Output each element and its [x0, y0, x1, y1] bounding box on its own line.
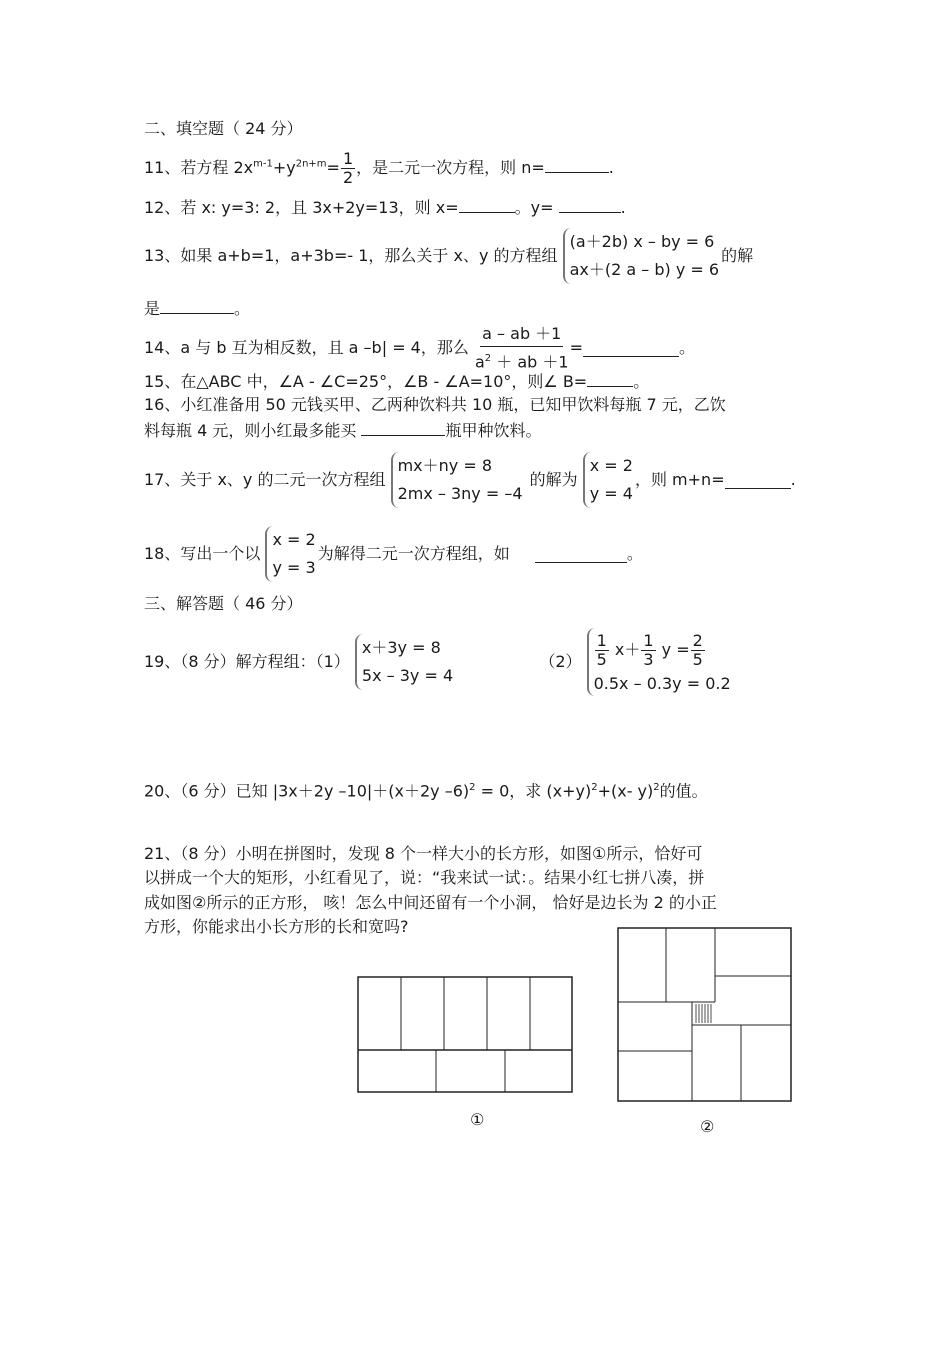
question-14: 14、a 与 b 互为相反数，且 a –b| = 4，那么 $\frac{a - ab +1}{a^2 + ab +1}$ = 。 — [144, 324, 695, 372]
figure-2-caption: ② — [700, 1117, 715, 1136]
question-11: 11、若方程 $2x^{m-1}+y^{2n+m}=$ $\frac{1}{2}$ ，是二元一次方程，则 n= . — [144, 149, 614, 187]
center-hole — [696, 1004, 711, 1023]
question-13: 13、如果 a+b=1，a+3b=- 1，那么关于 x、y 的方程组 (a＋2b) x – by = 6 ax＋(2 a – b) y = 6 的解 — [144, 228, 753, 284]
question-21-line4: 方形，你能求出小长方形的长和宽吗? — [144, 917, 409, 936]
question-19: 19、（8 分）解方程组：（1） x＋3y = 8 5x – 3y = 4 （2） $\frac{1}{5}$ x＋ $\frac{1}{3}$ y = $\frac{2}{5}$ 0.5x – 0.3y = 0.2 — [144, 628, 733, 696]
question-16-line1: 16、小红准备用 50 元钱买甲、乙两种饮料共 10 瓶，已知甲饮料每瓶 7 元，乙饮 — [144, 395, 726, 414]
question-17: 17、关于 x、y 的二元一次方程组 mx＋ny = 8 2mx – 3ny = –4 的解为 x = 2 y = 4 ，则 m+n= . — [144, 452, 796, 508]
question-13-cont: 是 。 — [144, 299, 251, 318]
answer-blank[interactable] — [361, 419, 445, 436]
equation-system-1: x＋3y = 8 5x – 3y = 4 — [355, 634, 455, 690]
figure-1-caption: ① — [470, 1110, 485, 1129]
question-15: 15、在△ABC 中，∠A - ∠C=25°，∠B - ∠A=10°，则∠ B= 。 — [144, 372, 650, 391]
question-21-line1: 21、（8 分）小明在拼图时，发现 8 个一样大小的长方形，如图①所示，恰好可 — [144, 844, 703, 863]
question-21-line3: 成如图②所示的正方形， 咳！怎么中间还留有一个小洞， 恰好是边长为 2 的小正 — [144, 893, 717, 912]
equation-system: mx＋ny = 8 2mx – 3ny = –4 — [391, 452, 525, 508]
section-fill-blank: 二、填空题（ 24 分） — [144, 119, 303, 138]
answer-blank-y[interactable] — [559, 196, 621, 213]
question-16-line2: 料每瓶 4 元，则小红最多能买 瓶甲种饮料。 — [144, 421, 542, 440]
answer-blank[interactable] — [160, 297, 234, 314]
answer-blank[interactable] — [587, 370, 633, 387]
question-20: 20、（6 分）已知 |3x＋2y –10|＋(x＋2y –6)$^2$ = 0，求 $(x+y)^2+(x-$ y)$^2$的值。 — [144, 781, 708, 801]
answer-blank[interactable] — [535, 546, 627, 563]
answer-blank[interactable] — [545, 156, 609, 173]
fraction: $\frac{1}{2}$ — [342, 149, 354, 187]
figure-1 — [356, 975, 576, 1095]
figure-2 — [616, 926, 796, 1106]
question-12: 12、若 x: y=3: 2，且 3x+2y=13，则 x= 。y= . — [144, 198, 626, 217]
equation-system: (a＋2b) x – by = 6 ax＋(2 a – b) y = 6 — [563, 228, 721, 284]
section-solve: 三、解答题（ 46 分） — [144, 594, 303, 613]
equation-system-2: $\frac{1}{5}$ x＋ $\frac{1}{3}$ y = $\frac{2}{5}$ 0.5x – 0.3y = 0.2 — [587, 628, 733, 696]
solution-system: x = 2 y = 4 — [583, 452, 635, 508]
question-21-line2: 以拼成一个大的矩形，小红看见了，说：“我来试一试：。结果小红七拼八凑，拼 — [144, 868, 705, 887]
answer-blank[interactable] — [583, 340, 679, 357]
answer-blank[interactable] — [725, 472, 791, 489]
solution-system: x = 2 y = 3 — [265, 526, 317, 582]
answer-blank-x[interactable] — [459, 196, 515, 213]
question-18: 18、写出一个以 x = 2 y = 3 为解得二元一次方程组，如 。 — [144, 526, 643, 582]
